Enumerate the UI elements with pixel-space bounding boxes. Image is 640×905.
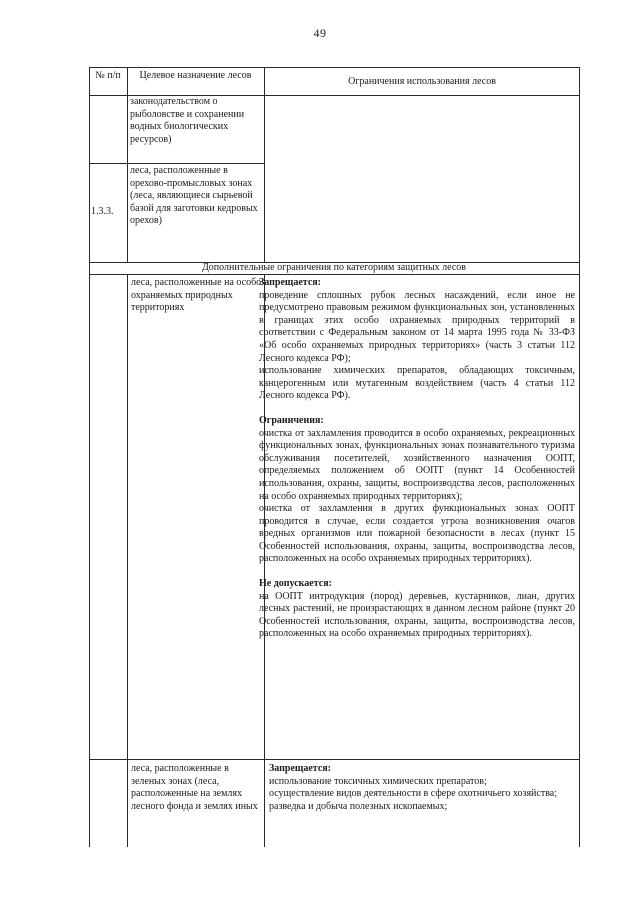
list-item: на ООПТ интродукция (пород) деревьев, кустарников, лиан, других лесных растений, не произрастающих в данном лесном районе (пункт 20 Особенностей использования, охраны, защиты, воспроизводства лесов, расположенных на особо охраняемых природных территориях). — [259, 590, 575, 640]
not-allowed-section — [259, 578, 575, 641]
list-item: очистка от захламления в других функциональных зонах ООПТ проводится в случае, если создается угроза возникновения очагов вредных организмов или пожарной безопасности в лесах (пункт 15 Особенностей использования, охраны, защиты, воспроизводства лесов, расположенных на особо охраняемых природных территориях). — [259, 503, 575, 565]
list-item: разведка и добыча полезных ископаемых; — [269, 800, 448, 812]
table-right-border — [579, 67, 580, 847]
restrictions-cell — [269, 763, 576, 813]
header-num: № п/п — [95, 70, 121, 81]
purpose-cell: леса, расположенные в зеленых зонах (леса, расположенные на землях лесного фонда и землях иных — [131, 763, 258, 812]
row-divider — [89, 274, 579, 275]
section-heading: Дополнительные ограничения по категориям защитных лесов — [201, 262, 466, 273]
column-divider — [127, 274, 128, 847]
column-divider — [127, 67, 128, 262]
section-title: Не допускается: — [259, 578, 332, 590]
purpose-cell: законодательством о рыболовстве и сохранении водных биологических ресурсов) — [130, 96, 245, 145]
purpose-cell: леса, расположенные в орехово-промысловых зонах (леса, являющиеся сырьевой базой для заготовки кедровых орехов) — [130, 165, 258, 227]
list-item: проведение сплошных рубок лесных насаждений, если иное не предусмотрено правовым режимом функциональных зон, установленных в границах этих особо охраняемых природных территорий в соответствии с Федеральным законом от 14 марта 1995 года № 33-ФЗ «Об особо охраняемых природных территориях» (часть 3 статьи 112 Лесного кодекса РФ); — [259, 289, 575, 364]
section-title: Ограничения: — [259, 414, 324, 426]
restrictions-cell — [259, 277, 575, 641]
column-divider — [264, 67, 265, 262]
page-number: 49 — [313, 26, 327, 40]
list-item: осуществление видов деятельности в сфере охотничьего хозяйства; — [269, 788, 558, 800]
prohibited-section — [259, 277, 575, 403]
row-divider — [89, 163, 264, 164]
header-restrictions: Ограничения использования лесов — [348, 76, 496, 87]
row-number: 1.3.3. — [91, 206, 114, 217]
table-left-border — [89, 67, 90, 847]
limitations-section — [259, 415, 575, 566]
list-item: очистка от захламления проводится в особо охраняемых, рекреационных функциональных зонах, функциональных зонах познавательного туризма обслуживания посетителей, хозяйственного назначения ООПТ, определяемых положением об ООПТ (пункт 14 Особенностей использования, охраны, защиты, воспроизводства лесов, расположенных на особо охраняемых природных территориях); — [259, 427, 575, 502]
list-item: использование химических препаратов, обладающих токсичным, канцерогенным или мутагенным воздействием (часть 4 статьи 112 Лесного кодекса РФ). — [259, 365, 575, 402]
table-top-border — [89, 67, 579, 68]
section-title: Запрещается: — [269, 763, 332, 774]
purpose-cell: леса, расположенные на особо охраняемых природных территориях — [131, 277, 262, 314]
list-item: использование токсичных химических препаратов; — [269, 775, 487, 787]
header-purpose: Целевое назначение лесов — [139, 70, 252, 81]
section-title: Запрещается: — [259, 277, 322, 288]
row-divider — [89, 759, 579, 760]
